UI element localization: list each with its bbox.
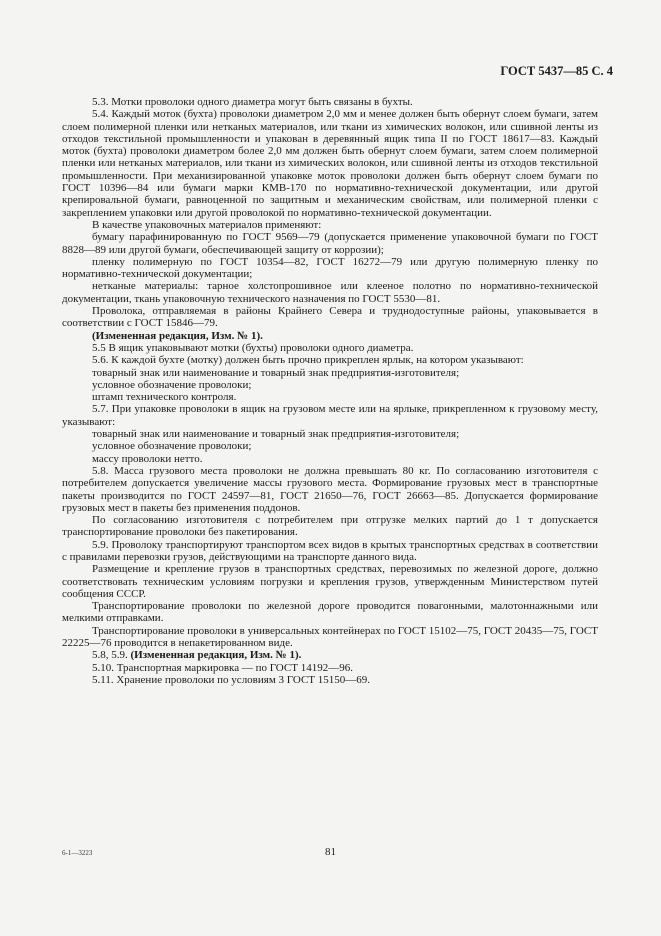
paragraph: 5.8, 5.9. (Измененная редакция, Изм. № 1). bbox=[92, 649, 302, 662]
paragraph: Транспортирование проволоки в универсальных контейнерах по ГОСТ 15102—75, ГОСТ 20435—75, ГОСТ 22225—76 проводится в непакетированном виде. bbox=[62, 624, 598, 650]
paragraph: Транспортирование проволоки по железной дороге проводится повагонными, малотоннажными или мелкими отправками. bbox=[62, 600, 598, 625]
paragraph: Проволока, отправляемая в районы Крайнего Севера и труднодоступные районы, упаковывается в соответствии с ГОСТ 15846—79. bbox=[62, 305, 598, 330]
paragraph: В качестве упаковочных материалов применяют: bbox=[92, 218, 322, 231]
paragraph: массу проволоки нетто. bbox=[92, 452, 203, 465]
paragraph: 5.5 В ящик упаковывают мотки (бухты) проволоки одного диаметра. bbox=[92, 341, 414, 354]
paragraph: бумагу парафинированную по ГОСТ 9569—79 (допускается применение упаковочной бумаги по ГОСТ 8828—89 или другой бумаги, обеспечивающей защиту от коррозии); bbox=[62, 231, 598, 256]
paragraph: 5.11. Хранение проволоки по условиям 3 ГОСТ 15150—69. bbox=[92, 673, 371, 686]
paragraph: 5.4. Каждый моток (бухта) проволоки диаметром 2,0 мм и менее должен быть обернут слоем бумаги, затем слоем полимерной пленки или нетканых материалов, или ткани из химических волокон, или сшивной ленты из отходов текстильной промышленности и упакован в деревянный ящик типа II по ГОСТ 18617—83. Каждый моток (бухта) проволоки диаметром более 2,0 мм должен быть обернут слоем бумаги, затем слоем полимерной пленки или нетканых материалов, или ткани из химических волокон, или сшивной ленты из отходов текстильной промышленности. При механизированной упаковке моток проволоки должен быть обернут слоем бумаги по ГОСТ 10396—84 или бумаги марки КМВ-170 по нормативно-технической документации, или другой крепировальной бумаги, равноценной по защитным и механическим свойствам, или полимерной пленки с закреплением упаковки или другой проволокой по нормативно-технической документации. bbox=[62, 108, 598, 219]
page-number: 81 bbox=[325, 846, 336, 858]
paragraph: 5.3. Мотки проволоки одного диаметра могут быть связаны в бухты. bbox=[92, 96, 413, 108]
paragraph: штамп технического контроля. bbox=[92, 391, 237, 404]
paragraph: пленку полимерную по ГОСТ 10354—82, ГОСТ 16272—79 или другую полимерную пленку по нормативно-технической документации; bbox=[62, 255, 598, 281]
paragraph: 5.10. Транспортная маркировка — по ГОСТ 14192—96. bbox=[92, 661, 353, 674]
print-code: 6-1—3223 bbox=[62, 849, 93, 857]
paragraph: условное обозначение проволоки; bbox=[92, 378, 252, 391]
paragraph: (Измененная редакция, Изм. № 1). bbox=[92, 329, 263, 342]
amendment-note: (Измененная редакция, Изм. № 1). bbox=[130, 649, 302, 662]
paragraph: нетканые материалы: тарное холстопрошивное или клееное полотно по нормативно-технической документации, ткань упаковочную технического назначения по ГОСТ 5530—81. bbox=[62, 280, 598, 305]
paragraph: 5.9. Проволоку транспортируют транспортом всех видов в крытых транспортных средствах в соответствии с правилами перевозки грузов, действующими на транспорте данного вида. bbox=[62, 538, 598, 563]
paragraph: 5.8. Масса грузового места проволоки не должна превышать 80 кг. По согласованию изготовителя с потребителем допускается увеличение массы грузового места. Формирование грузовых мест в транспортные пакеты производится по ГОСТ 24597—81, ГОСТ 21650—76, ГОСТ 26663—85. Допускается формирование грузовых мест в пакеты без применения поддонов. bbox=[62, 464, 598, 514]
paragraph: условное обозначение проволоки; bbox=[92, 440, 252, 453]
paragraph: 5.6. К каждой бухте (мотку) должен быть прочно прикреплен ярлык, на котором указывают: bbox=[92, 354, 524, 367]
body-text bbox=[62, 96, 598, 686]
page-header: ГОСТ 5437—85 С. 4 bbox=[500, 64, 613, 78]
paragraph: 5.7. При упаковке проволоки в ящик на грузовом месте или на ярлыке, прикрепленном к грузовому месту, указывают: bbox=[62, 403, 598, 428]
paragraph: По согласованию изготовителя с потребителем при отгрузке мелких партий до 1 т допускается транспортирование проволоки без пакетирования. bbox=[62, 514, 598, 539]
paragraph: Размещение и крепление грузов в транспортных средствах, перевозимых по железной дороге, должно соответствовать техническим условиям погрузки и крепления грузов, утвержденным Министерством путей сообщения СССР. bbox=[62, 563, 598, 600]
paragraph: товарный знак или наименование и товарный знак предприятия-изготовителя; bbox=[92, 366, 460, 379]
paragraph: товарный знак или наименование и товарный знак предприятия-изготовителя; bbox=[92, 428, 460, 441]
